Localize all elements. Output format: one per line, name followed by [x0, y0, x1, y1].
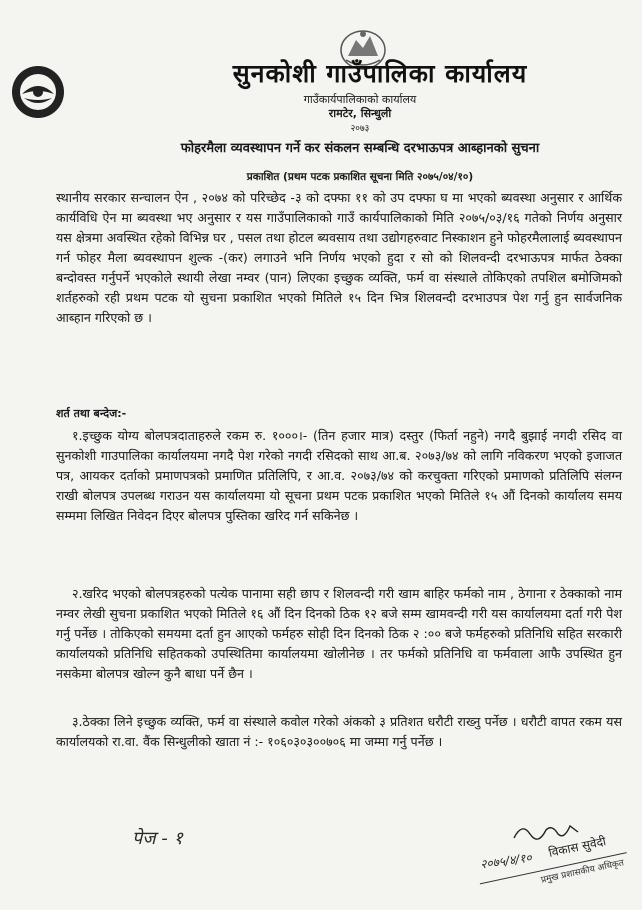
term-item: १.इच्छुक योग्य बोलपत्रदाताहरुले रकम रु. १०००।- (तिन हजार मात्र) दस्तुर (फिर्ता नहुने) नगदै बुझाई नगदी रसिद वा सुनकोशी गाउपालिका कार्यालयमा नगदै पेश गरेको नगदी रसिदको साथ आ.ब. २०७३/७४ को लागि नविकरण भएको इजाजत पत्र, आयकर दर्ताको प्रमाणपत्रको प्रमाणित प्रतिलिपि, र आ.व. २०७३/७४ को करचुक्ता गरिएको प्रमाणको प्रतिलिपि संलग्न राखी बोलपत्र उपलब्ध गराउन यस कार्यालयमा यो सूचना प्रथम पटक प्रकाशित भएको मितिले १५ औं दिनको कार्यालय समय सम्ममा लिखित निवेदन दिएर बोलपत्र पुस्तिका खरिद गर्न सकिनेछ ।	[56, 428, 622, 523]
signer-name-stamp: विकास सुवेदी	[547, 834, 608, 860]
publication-date: प्रकाशित (प्रथम पटक प्रकाशित सूचना मिति २०७५/०४/१०)	[246, 171, 474, 183]
term-item: २.खरिद भएको बोलपत्रहरुको पत्येक पानामा सही छाप र शिलवन्दी गरी खाम बाहिर फर्मको नाम , ठेगाना र ठेक्काको नाम नम्वर लेखी सुचना प्रकाशित भएको मितिले १६ औं दिन दिनको ठिक १२ बजे सम्म खामवन्दी गरी यस कार्यालयमा दर्ता गरी पेश गर्नु पर्नेछ । तोकिएको समयमा दर्ता हुन आएको फर्महरु सोही दिन दिनको ठिक २ :०० बजे फर्महरुको प्रतिनिधि सहित सरकारी कार्यालयको प्रतिनिधि सहितकको उपस्थितिमा कार्यालयमा खोलीनेछ । तर फर्मको प्रतिनिधि वा फर्मवाला आफै उपस्थित हुन नसकेमा बोलपत्र खोल्न कुनै बाधा पर्ने छैन ।	[56, 586, 622, 681]
terms-heading: शर्त तथा बन्देज:-	[56, 407, 127, 420]
government-emblem-icon	[10, 64, 66, 120]
signer-title-stamp: प्रमुख प्रशासकीय अधिकृत	[540, 858, 625, 886]
office-name-heading: सुनकोशी गाउँपालिका कार्यालय	[232, 59, 528, 88]
office-location: रामटेर, सिन्धुली	[328, 107, 392, 120]
notice-title: फोहरमैला व्यवस्थापन गर्ने कर संकलन सम्बन्धि दरभाऊपत्र आब्हानको सुचना	[180, 141, 540, 156]
notice-intro-paragraph: स्थानीय सरकार सन्चालन ऐन , २०७४ को परिच्छेद -३ को दफ्फा ११ को उप दफ्फा घ मा भएको ब्यवस्था अनुसार र आर्थिक कार्यविधि ऐन मा ब्यवस्था भए अनुसार र यस गाउँपालिकाको गाउँ कार्यपालिकाको मिति २०७५/०३/१६ गतेको निर्णय अनुसार यस क्षेत्रमा अवस्थित रहेको विभिन्न घर , पसल तथा होटल ब्यवसाय तथा उद्योगहरुवाट निस्काशन हुने फोहरमैलालाई ब्यवस्थापन गर्न फोहर मैला ब्यवस्थापन शुल्क -(कर) लगाउने भनि निर्णय भएको हुदा र सो को शिलवन्दी दरभाऊपत्र मार्फत ठेक्का बन्दोवस्त गर्नुपर्ने भएकोले स्थायी लेखा नम्वर (पान) लिएका इच्छुक व्यक्ति, फर्म वा संस्थाले तोकिएको तपशिल बमोजिमको शर्तहरुको रही प्रथम पटक यो सुचना प्रकाशित भएको मितिले १५ दिन भित्र शिलवन्दी दरभाउपत्र पेश गर्नु हुन सार्वजनिक आब्हान गरिएको छ ।	[56, 190, 622, 325]
signature-date: २०७५/४/१०	[479, 850, 533, 872]
handwritten-page-number: पेज - १	[132, 828, 183, 849]
office-subtitle: गाउँकार्यपालिकाको कार्यालय	[303, 93, 417, 106]
term-item: ३.ठेक्का लिने इच्छुक व्यक्ति, फर्म वा संस्थाले कवोल गरेको अंकको ३ प्रतिशत धरौटी राख्नु पर्नेछ । धरौटी वापत रकम यस कार्यालयको रा.वा. वैंक सिन्धुलीको खाता नं :- १०६०३०३००७०६ मा जम्मा गर्नु पर्नेछ ।	[56, 714, 622, 749]
established-year: २०७३	[350, 124, 370, 134]
